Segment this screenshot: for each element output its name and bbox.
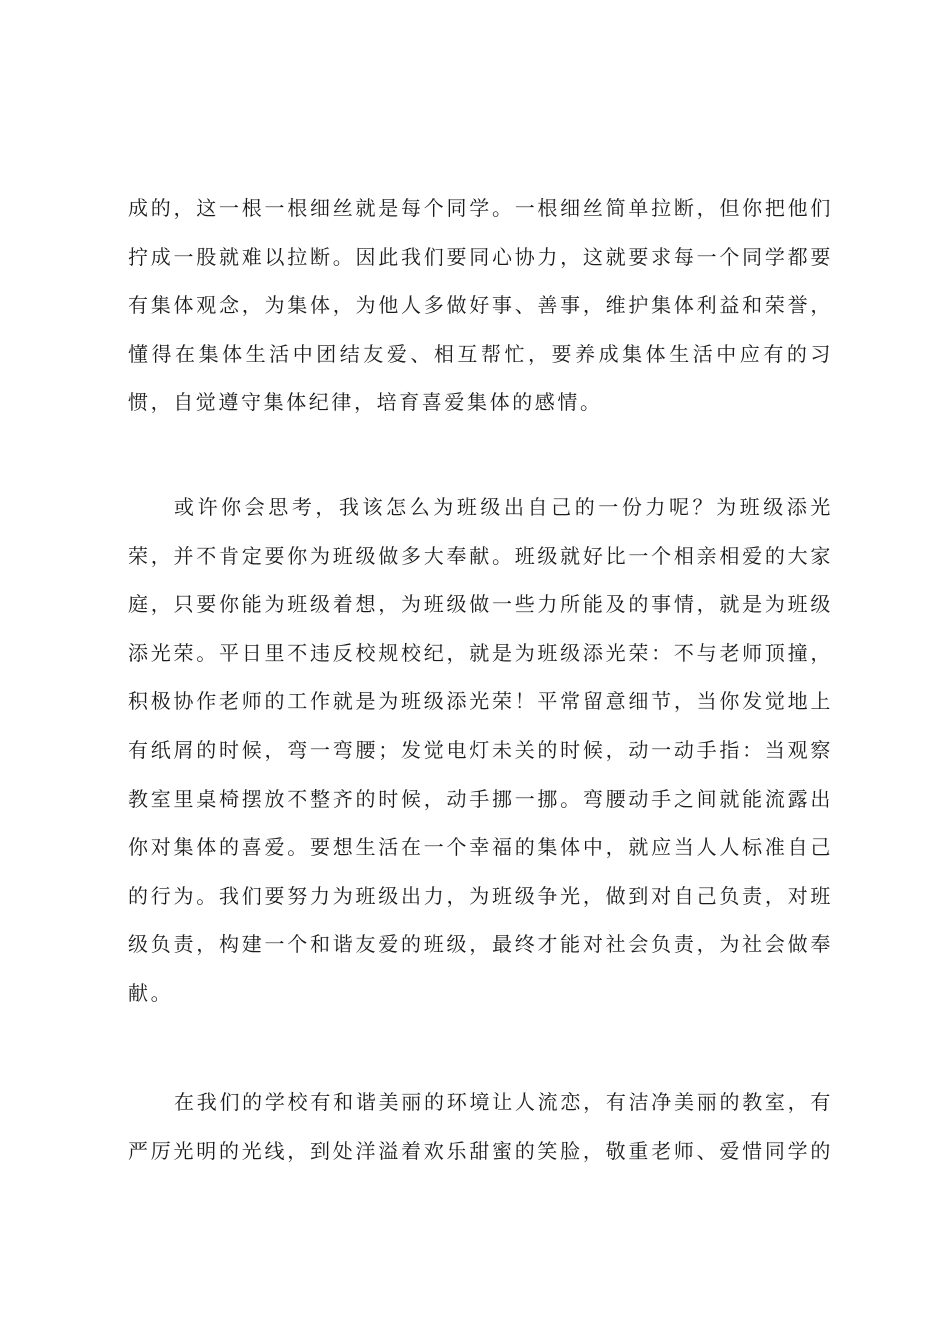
paragraph-line: 成的，这一根一根细丝就是每个同学。一根细丝简单拉断，但你把他们 (128, 196, 833, 220)
paragraph-line: 的行为。我们要努力为班级出力，为班级争光，做到对自己负责，对班 (128, 883, 833, 908)
paragraph-line: 添光荣。平日里不违反校规校纪，就是为班级添光荣：不与老师顶撞， (128, 640, 833, 665)
paragraph-line: 惯，自觉遵守集体纪律，培育喜爱集体的感情。 (128, 390, 603, 415)
paragraph-line: 有集体观念，为集体，为他人多做好事、善事，维护集体利益和荣誉， (128, 293, 833, 318)
paragraph-line: 庭，只要你能为班级着想，为班级做一些力所能及的事情，就是为班级 (128, 592, 833, 617)
paragraph-3 (128, 1078, 833, 1175)
paragraph-line: 你对集体的喜爱。要想生活在一个幸福的集体中，就应当人人标准自己 (128, 835, 833, 860)
paragraph-line: 有纸屑的时候，弯一弯腰；发觉电灯未关的时候，动一动手指：当观察 (128, 737, 833, 762)
paragraph-line: 教室里桌椅摆放不整齐的时候，动手挪一挪。弯腰动手之间就能流露出 (128, 786, 833, 811)
paragraph-2 (128, 483, 833, 1018)
paragraph-1 (128, 184, 833, 427)
paragraph-line: 严厉光明的光线，到处洋溢着欢乐甜蜜的笑脸，敬重老师、爱惜同学的 (128, 1138, 833, 1163)
paragraph-line: 积极协作老师的工作就是为班级添光荣！平常留意细节，当你发觉地上 (128, 689, 833, 714)
paragraph-line: 或许你会思考，我该怎么为班级出自己的一份力呢？为班级添光 (174, 495, 833, 519)
paragraph-line: 拧成一股就难以拉断。因此我们要同心协力，这就要求每一个同学都要 (128, 244, 833, 269)
paragraph-line: 懂得在集体生活中团结友爱、相互帮忙，要养成集体生活中应有的习 (128, 341, 833, 366)
paragraph-line: 献。 (128, 980, 174, 1005)
paragraph-line: 在我们的学校有和谐美丽的环境让人流恋，有洁净美丽的教室，有 (174, 1090, 833, 1114)
paragraph-line: 级负责，构建一个和谐友爱的班级，最终才能对社会负责，为社会做奉 (128, 932, 833, 957)
paragraph-line: 荣，并不肯定要你为班级做多大奉献。班级就好比一个相亲相爱的大家 (128, 543, 833, 568)
